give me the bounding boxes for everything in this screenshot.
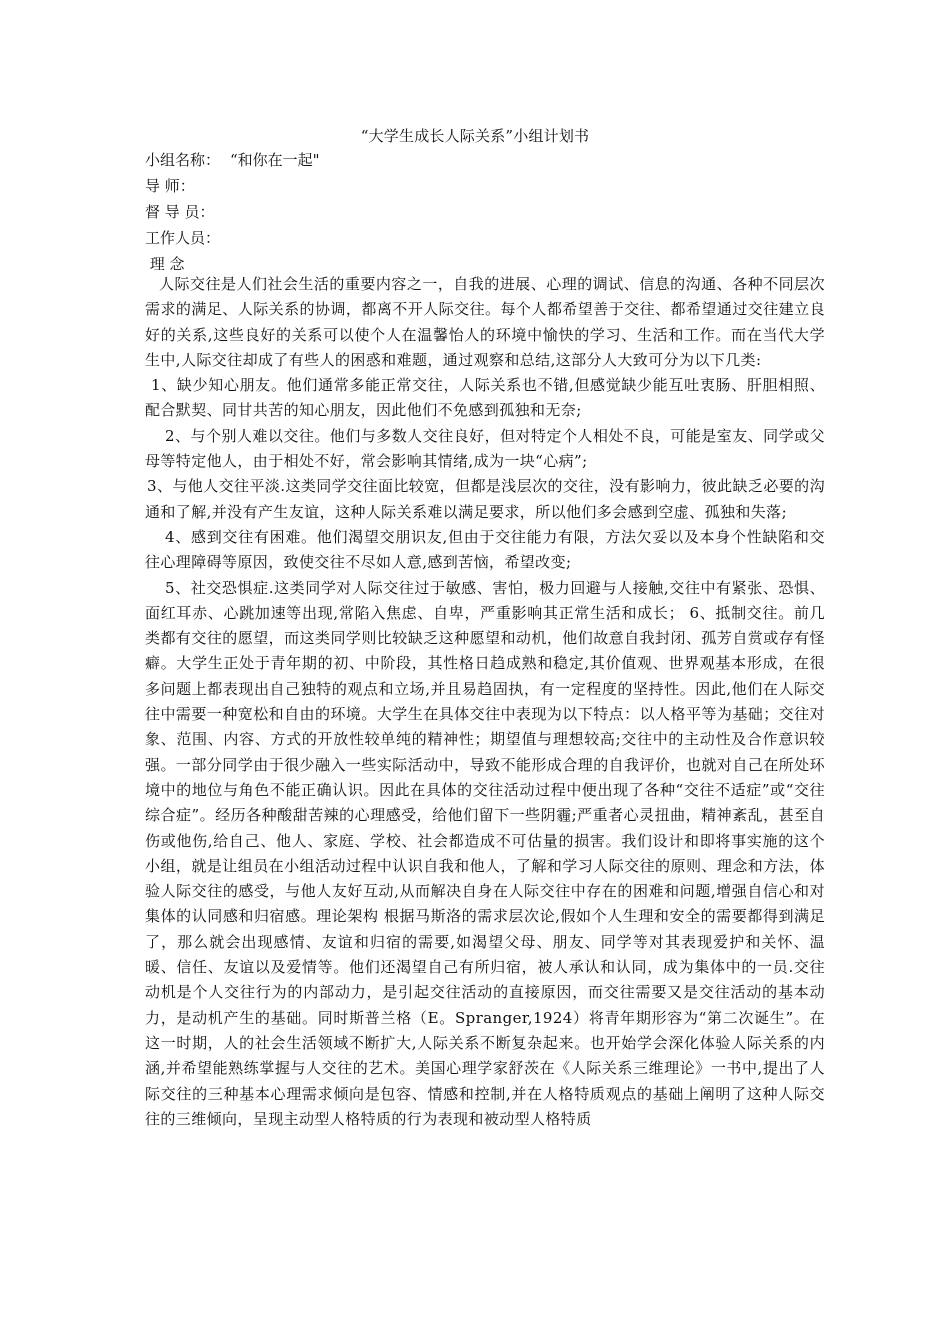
paragraph-intro: 人际交往是人们社会生活的重要内容之一，自我的进展、心理的调试、信息的沟通、各种不同层次需求的满足、人际关系的协调，都离不开人际交往。每个人都希望善于交往、都希望通过交往建立良好的关系,这些良好的关系可以使个人在温馨怡人的环境中愉快的学习、生活和工作。而在当代大学生中,人际交往却成了有些人的困惑和难题，通过观察和总结,这部分人大致可分为以下几类: bbox=[145, 275, 825, 369]
group-name-value: “和你在一起" bbox=[230, 151, 320, 169]
paragraph-item-2: 2、与个别人难以交往。他们与多数人交往良好，但对特定个人相处不良，可能是室友、同学或父母等特定他人，由于相处不好，常会影响其情绪,成为一块“心病”; bbox=[145, 426, 825, 471]
supervisor-line bbox=[145, 202, 825, 228]
staff-label: 工作人员： bbox=[145, 229, 221, 247]
supervisor-label: 督 导 员： bbox=[145, 203, 215, 221]
philosophy-heading: 理 念 bbox=[145, 255, 185, 273]
paragraph-item-3: 3、与他人交往平淡.这类同学交往面比较宽，但都是浅层次的交往，没有影响力，彼此缺乏必要的沟通和了解,并没有产生友谊，这种人际关系难以满足要求，所以他们多会感到空虚、孤独和失落; bbox=[145, 477, 825, 521]
paragraph-item-1: 1、缺少知心朋友。他们通常多能正常交往，人际关系也不错,但感觉缺少能互吐衷肠、肝胆相照、配合默契、同甘共苦的知心朋友，因此他们不免感到孤独和无奈; bbox=[145, 376, 825, 420]
document-title: “大学生成长人际关系”小组计划书 bbox=[360, 127, 590, 145]
group-name-label: 小组名称： bbox=[145, 151, 221, 169]
staff-line bbox=[145, 228, 825, 254]
paragraph-item-5: 5、社交恐惧症.这类同学对人际交往过于敏感、害怕，极力回避与人接触,交往中有紧张、恐惧、面红耳赤、心跳加速等出现,常陷入焦虑、自卑，严重影响其正常生活和成长； 6、抵制交往。前几类都有交往的愿望，而这类同学则比较缺乏这种愿望和动机，他们故意自我封闭、孤芳自赏或存有怪癖。大学生正处于青年期的初、中阶段，其性格日趋成熟和稳定,其价值观、世界观基本形成，在很多问题上都表现出自己独特的观点和立场,并且易趋固执，有一定程度的坚持性。因此,他们在人际交往中需要一种宽松和自由的环境。大学生在具体交往中表现为以下特点：以人格平等为基础；交往对象、范围、内容、方式的开放性较单纯的精神性；期望值与理想较高;交往中的主动性及合作意识较强。一部分同学由于很少融入一些实际活动中，导致不能形成合理的自我评价，也就对自己在所处环境中的地位与角色不能正确认识。因此在具体的交往活动过程中便出现了各种“交往不适症”或“交往综合症”。经历各种酸甜苦辣的心理感受，给他们留下一些阴霾;严重者心灵扭曲，精神紊乱，甚至自伤或他伤,给自己、他人、家庭、学校、社会都造成不可估量的损害。我们设计和即将事实施的这个小组，就是让组员在小组活动过程中认识自我和他人，了解和学习人际交往的原则、理念和方法，体验人际交往的感受，与他人友好互动,从而解决自身在人际交往中存在的困难和问题,增强自信心和对集体的认同感和归宿感。理论架构 根据马斯洛的需求层次论,假如个人生理和安全的需要都得到满足了，那么就会出现感情、友谊和归宿的需要,如渴望父母、朋友、同学等对其表现爱护和关怀、温暖、信任、友谊以及爱情等。他们还渴望自己有所归宿，被人承认和认同，成为集体中的一员.交往动机是个人交往行为的内部动力，是引起交往活动的直接原因，而交往需要又是交往活动的基本动力，是动机产生的基础。同时斯普兰格（E。Spranger,1924）将青年期形容为“第二次诞生”。在这一时期，人的社会生活领域不断扩大,人际关系不断复杂起来。也开始学会深化体验人际关系的内涵,并希望能熟练掌握与人交往的艺术。美国心理学家舒茨在《人际关系三维理论》一书中,提出了人际交往的三种基本心理需求倾向是包容、情感和控制,并在人格特质观点的基础上阐明了这种人际交往的三维倾向，呈现主动型人格特质的行为表现和被动型人格特质 bbox=[145, 578, 825, 1128]
group-name-line bbox=[145, 150, 825, 176]
mentor-line bbox=[145, 176, 825, 202]
paragraph-item-4: 4、感到交往有困难。他们渴望交朋识友,但由于交往能力有限，方法欠妥以及本身个性缺陷和交往心理障碍等原因，致使交往不尽如人意,感到苦恼，希望改变; bbox=[145, 527, 825, 572]
mentor-label: 导 师： bbox=[145, 177, 195, 195]
body-text bbox=[145, 272, 825, 1132]
meta-block bbox=[145, 150, 825, 280]
